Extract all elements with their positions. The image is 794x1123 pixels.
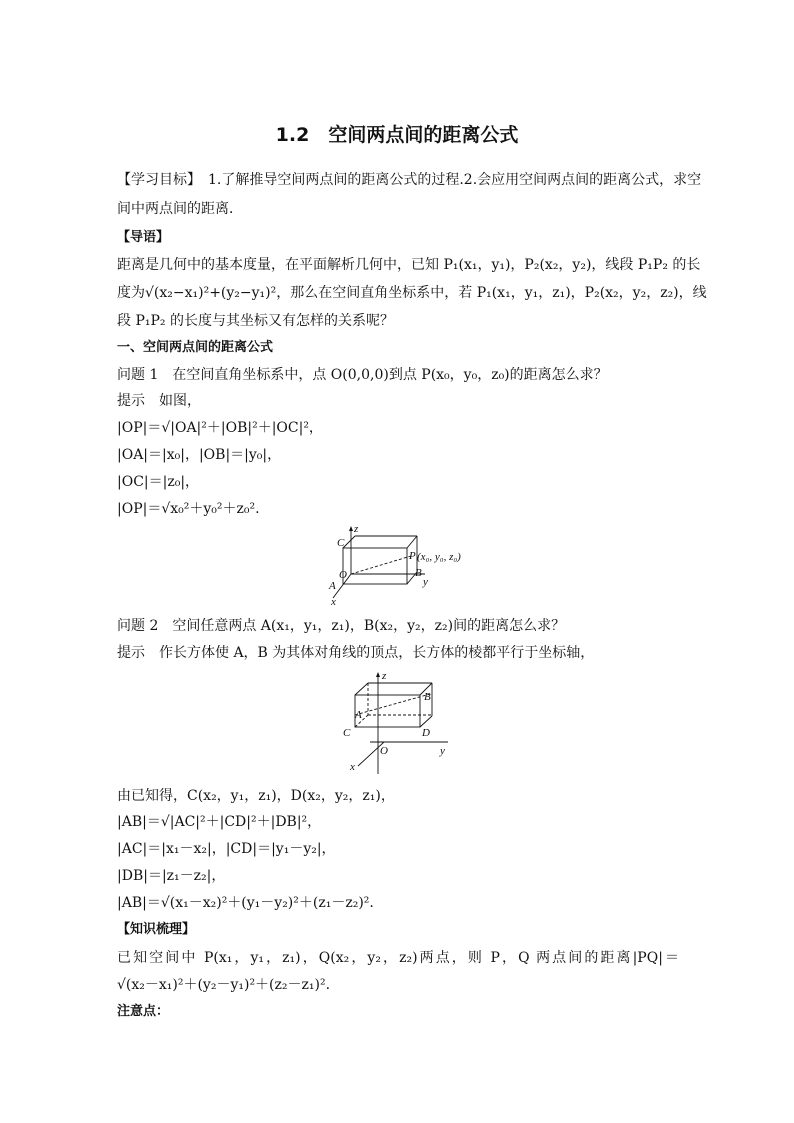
fig1-c-label: C (337, 537, 345, 549)
fig2-c-label: C (343, 727, 351, 739)
objective-line-2: 间中两点间的距离． (117, 201, 243, 217)
fig2-b-label: B (424, 691, 431, 703)
intro-line-1: 距离是几何中的基本度量，在平面解析几何中，已知 P₁(x₁，y₁)，P₂(x₂，y₂)，线段 P₁P₂ 的长 (117, 257, 701, 273)
objective-line-1: 【学习目标】 1.了解推导空间两点间的距离公式的过程.2.会应用空间两点间的距离公式，求空 (117, 172, 702, 188)
hint-1: 提示 如图， (117, 393, 201, 409)
intro-line-2: 度为√(x₂−x₁)²+(y₂−y₁)²，那么在空间直角坐标系中，若 P₁(x₁，y₁，z₁)，P₂(x₂，y₂，z₂)，线 (117, 285, 707, 301)
formula-op: |OP|＝√|OA|²＋|OB|²＋|OC|²， (117, 420, 323, 436)
formula-ab: |AB|＝√|AC|²＋|CD|²＋|DB|²， (117, 814, 322, 830)
fig2-y-label: y (440, 745, 445, 757)
given-coords: 由已知得，C(x₂，y₁，z₁)，D(x₂，y₂，z₁)， (117, 788, 395, 804)
fig1-b-label: B (415, 567, 422, 579)
fig1-p-label: P (409, 550, 416, 562)
figure-box-ab (340, 670, 465, 780)
fig2-z-label: z (382, 670, 387, 682)
formula-db: |DB|＝|z₁－z₂|， (117, 868, 226, 884)
fig2-o-label: O (380, 745, 388, 757)
fig1-p-coords: (x₀, y₀, z₀) (417, 551, 461, 563)
fig1-a-label: A (329, 580, 336, 592)
intro-heading: 【导语】 (117, 230, 170, 245)
fig2-d-label: D (422, 727, 430, 739)
fig1-x-label: x (331, 596, 336, 607)
formula-op-result: |OP|＝√x₀²＋y₀²＋z₀². (117, 501, 260, 517)
fig1-o-label: O (339, 569, 347, 581)
formula-ab-result: |AB|＝√(x₁－x₂)²＋(y₁－y₂)²＋(z₁－z₂)². (117, 895, 374, 911)
formula-oc: |OC|＝|z₀|， (117, 474, 200, 490)
section-heading-1: 一、空间两点间的距离公式 (117, 340, 274, 355)
question-2: 问题 2 空间任意两点 A(x₁，y₁，z₁)，B(x₂，y₂，z₂)间的距离怎么求？ (117, 618, 566, 634)
note-label: 注意点： (117, 1004, 170, 1019)
fig1-z-label: z (354, 523, 359, 535)
formula-oa-ob: |OA|＝|x₀|，|OB|＝|y₀|， (117, 447, 282, 463)
fig2-a-label: A (355, 709, 362, 721)
knowledge-line-2: √(x₂－x₁)²＋(y₂－y₁)²＋(z₂－z₁)². (117, 977, 331, 993)
question-1: 问题 1 在空间直角坐标系中，点 O(0,0,0)到点 P(x₀，y₀，z₀)的距离怎么求？ (117, 367, 608, 383)
intro-line-3: 段 P₁P₂ 的长度与其坐标又有怎样的关系呢？ (117, 313, 394, 329)
fig2-x-label: x (350, 761, 355, 773)
formula-ac-cd: |AC|＝|x₁－x₂|，|CD|＝|y₁－y₂|， (117, 841, 336, 857)
page-title: 1.2 空间两点间的距离公式 (275, 124, 519, 146)
knowledge-heading: 【知识梳理】 (117, 922, 196, 937)
hint-2: 提示 作长方体使 A，B 为其体对角线的顶点，长方体的棱都平行于坐标轴， (117, 645, 595, 661)
fig1-y-label: y (423, 576, 428, 588)
knowledge-line-1: 已知空间中 P(x₁，y₁，z₁)，Q(x₂，y₂，z₂)两点，则 P，Q 两点间的距离|PQ|＝ (117, 950, 679, 966)
figure-box-op (325, 522, 475, 607)
